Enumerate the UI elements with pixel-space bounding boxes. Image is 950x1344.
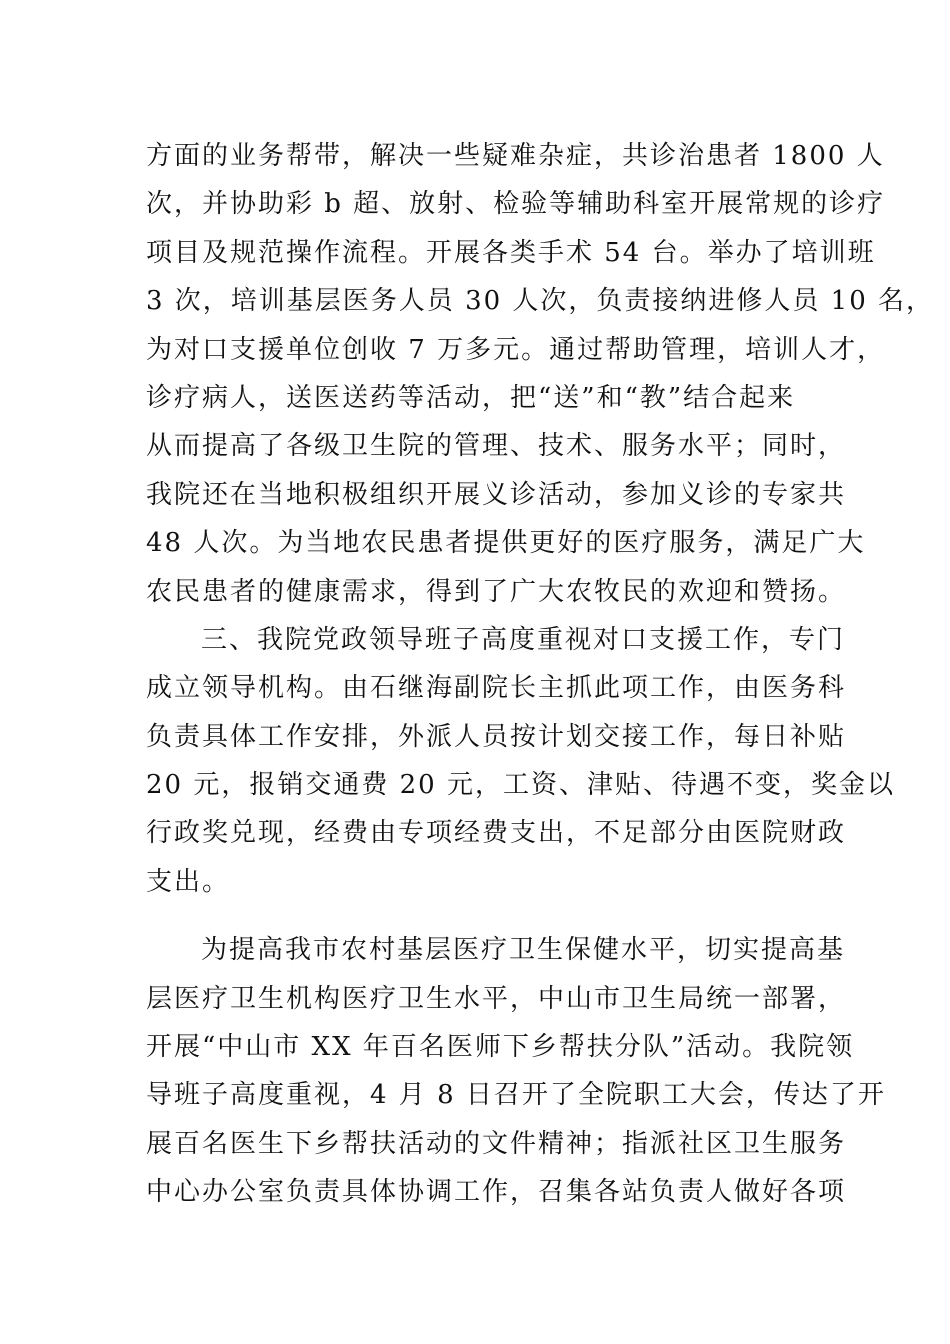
paragraph-line: 20 元，报销交通费 20 元，工资、津贴、待遇不变，奖金以 xyxy=(146,770,895,801)
paragraph-1 xyxy=(146,132,935,616)
paragraph-line: 支出。 xyxy=(146,866,231,897)
paragraph-line: 层医疗卫生机构医疗卫生水平，中山市卫生局统一部署， xyxy=(146,983,847,1014)
paragraph-line: 展百名医生下乡帮扶活动的文件精神；指派社区卫生服务 xyxy=(146,1128,847,1159)
paragraph-spacing xyxy=(146,906,826,926)
paragraph-line: 项目及规范操作流程。开展各类手术 54 台。举办了培训班 xyxy=(146,237,876,268)
paragraph-3 xyxy=(146,926,886,1216)
paragraph-line: 从而提高了各级卫生院的管理、技术、服务水平；同时， xyxy=(146,431,847,462)
document-body xyxy=(146,132,935,1217)
paragraph-line: 我院还在当地积极组织开展义诊活动，参加义诊的专家共 xyxy=(146,479,847,510)
paragraph-line: 行政奖兑现，经费由专项经费支出，不足部分由医院财政 xyxy=(146,818,847,849)
paragraph-line: 为提高我市农村基层医疗卫生保健水平，切实提高基 xyxy=(201,935,846,966)
paragraph-line: 负责具体工作安排，外派人员按计划交接工作，每日补贴 xyxy=(146,721,847,752)
paragraph-line: 成立领导机构。由石继海副院长主抓此项工作，由医务科 xyxy=(146,673,847,704)
paragraph-line: 次，并协助彩 b 超、放射、检验等辅助科室开展常规的诊疗 xyxy=(146,189,886,220)
paragraph-line: 48 人次。为当地农民患者提供更好的医疗服务，满足广大 xyxy=(146,528,866,559)
paragraph-line: 诊疗病人，送医送药等活动，把“送”和“教”结合起来 xyxy=(146,382,796,413)
paragraph-line: 中心办公室负责具体协调工作，召集各站负责人做好各项 xyxy=(146,1177,847,1208)
paragraph-line: 农民患者的健康需求，得到了广大农牧民的欢迎和赞扬。 xyxy=(146,576,847,607)
paragraph-line: 导班子高度重视，4 月 8 日召开了全院职工大会，传达了开 xyxy=(146,1080,886,1111)
paragraph-line: 3 次，培训基层医务人员 30 人次，负责接纳进修人员 10 名， xyxy=(146,286,935,317)
paragraph-line: 三、我院党政领导班子高度重视对口支援工作，专门 xyxy=(201,624,846,655)
paragraph-line: 开展“中山市 XX 年百名医师下乡帮扶分队”活动。我院领 xyxy=(146,1032,855,1063)
paragraph-line: 为对口支援单位创收 7 万多元。通过帮助管理，培训人才， xyxy=(146,334,886,365)
paragraph-line: 方面的业务帮带，解决一些疑难杂症，共诊治患者 1800 人 xyxy=(146,141,885,171)
paragraph-2 xyxy=(146,616,895,906)
